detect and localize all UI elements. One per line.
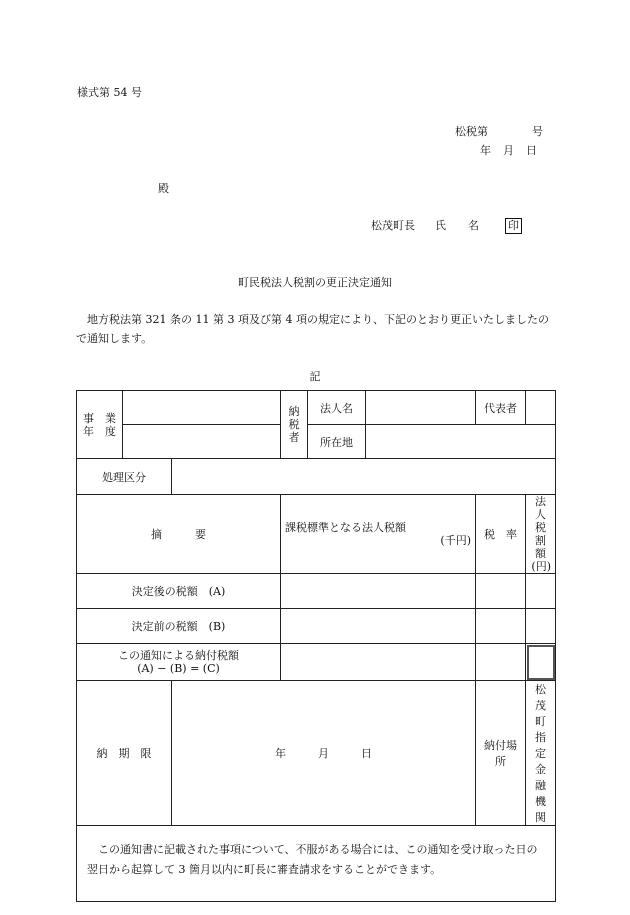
appeal-notice: この通知書に記載された事項について、不服がある場合には、この通知を受け取った日の翌日から起算して 3 箇月以内に町長に審査請求をすることができます。 <box>77 826 556 902</box>
row-before-amount[interactable] <box>526 609 556 644</box>
due-month: 月 <box>318 747 329 760</box>
row-before-rate[interactable] <box>476 609 526 644</box>
date-month: 月 <box>503 144 514 157</box>
payment-place-value: 松茂町指定金融機関 <box>526 681 556 826</box>
due-year: 年 <box>275 747 286 760</box>
address-label: 所在地 <box>308 425 366 459</box>
category-label: 処理区分 <box>77 459 172 495</box>
issuer-line <box>371 217 522 234</box>
row-payable-label-line1: この通知による納付税額 <box>118 649 239 662</box>
seal-mark: 印 <box>505 218 522 234</box>
row-after-rate[interactable] <box>476 574 526 609</box>
representative-label: 代表者 <box>476 391 526 425</box>
due-date-label: 納 期 限 <box>77 681 172 826</box>
row-payable-rate[interactable] <box>476 644 526 681</box>
tax-base-header <box>281 495 476 574</box>
due-date-field[interactable] <box>172 681 476 826</box>
reference-suffix: 号 <box>532 125 543 138</box>
row-after-tax-base[interactable] <box>281 574 476 609</box>
issuer-title: 松茂町長 <box>371 219 415 232</box>
fiscal-year-from-field[interactable] <box>123 391 281 425</box>
document-title: 町民税法人税割の更正決定通知 <box>238 276 392 289</box>
corp-name-label: 法人名 <box>308 391 366 425</box>
row-before-tax-base[interactable] <box>281 609 476 644</box>
taxpayer-label-char3: 者 <box>288 431 300 444</box>
row-after-amount[interactable] <box>526 574 556 609</box>
corp-name-field[interactable] <box>366 391 476 425</box>
row-payable-label <box>77 644 281 681</box>
date-year: 年 <box>480 144 491 157</box>
corp-tax-unit: (円) <box>531 560 551 573</box>
row-payable-amount[interactable] <box>526 644 556 681</box>
representative-field[interactable] <box>526 391 556 425</box>
addressee-suffix: 殿 <box>158 182 169 195</box>
fiscal-year-label <box>77 391 123 459</box>
summary-header: 摘 要 <box>77 495 281 574</box>
taxpayer-label-char2: 税 <box>288 418 300 431</box>
address-field[interactable] <box>366 425 556 459</box>
fiscal-year-to-field[interactable] <box>123 425 281 459</box>
taxpayer-label-char1: 納 <box>288 405 300 418</box>
due-day: 日 <box>361 747 372 760</box>
taxpayer-label <box>281 391 308 459</box>
corp-tax-header-label: 法人税割額 <box>535 495 546 560</box>
ki-heading: 記 <box>309 370 321 383</box>
row-before-label: 決定前の税額 (B) <box>77 609 281 644</box>
corp-tax-header <box>526 495 556 574</box>
issuer-name-label: 氏名 <box>435 219 501 232</box>
reference-prefix: 松税第 <box>455 125 488 138</box>
issue-date-line <box>480 142 537 158</box>
row-after-label: 決定後の税額 (A) <box>77 574 281 609</box>
fiscal-year-label-line1: 事 業 <box>83 411 116 425</box>
tax-base-header-label: 課税標準となる法人税額 <box>285 521 406 534</box>
notice-form-table <box>76 390 556 902</box>
payment-place-label: 納付場所 <box>476 681 526 826</box>
tax-base-unit: (千円) <box>440 534 471 547</box>
reference-number-line <box>455 123 543 139</box>
body-text: 地方税法第 321 条の 11 第 3 項及び第 4 項の規定により、下記のとおり更正いたしましたので通知します。 <box>76 313 549 345</box>
fiscal-year-label-line2: 年 度 <box>83 424 116 438</box>
date-day: 日 <box>526 144 537 157</box>
row-payable-label-line2: (A) − (B) = (C) <box>137 662 220 675</box>
row-payable-tax-base[interactable] <box>281 644 476 681</box>
category-field[interactable] <box>172 459 556 495</box>
form-number: 様式第 54 号 <box>77 86 142 99</box>
rate-header: 税 率 <box>476 495 526 574</box>
